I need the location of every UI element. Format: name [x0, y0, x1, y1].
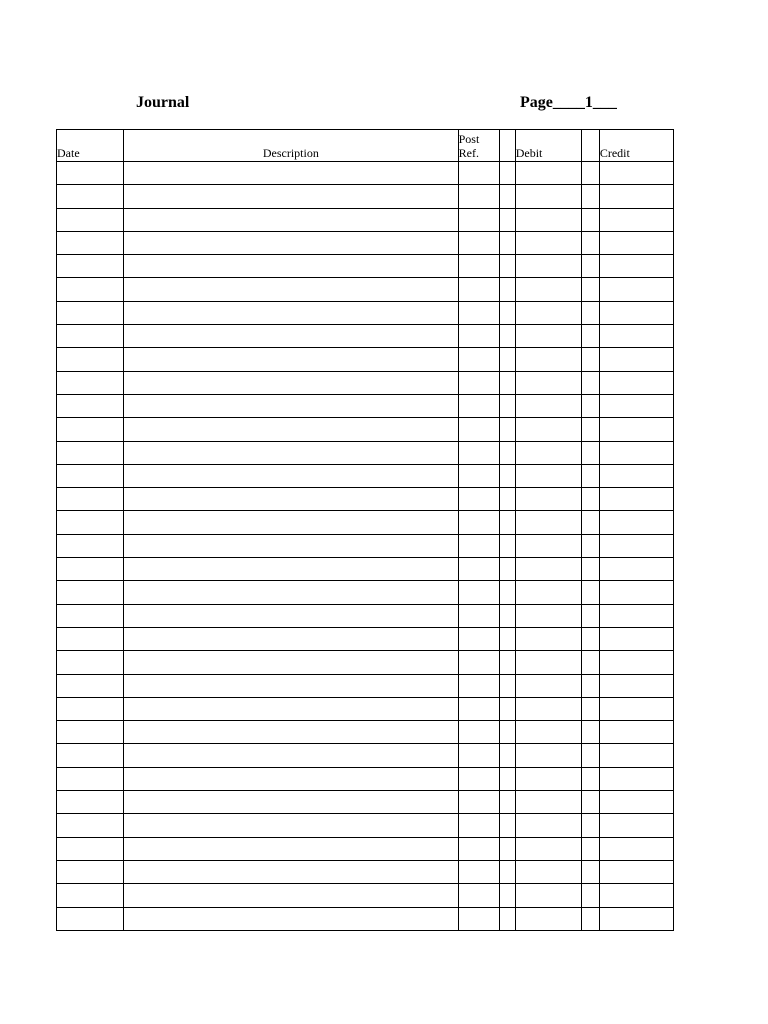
- post-ref-cell[interactable]: [458, 534, 499, 557]
- description-cell[interactable]: [124, 744, 459, 767]
- description-cell[interactable]: [124, 394, 459, 417]
- date-cell[interactable]: [57, 860, 124, 883]
- date-cell[interactable]: [57, 441, 124, 464]
- description-cell[interactable]: [124, 907, 459, 930]
- column-header-description: Description: [124, 130, 459, 162]
- check-cell-2[interactable]: [581, 721, 599, 744]
- post-ref-cell[interactable]: [458, 418, 499, 441]
- debit-cell[interactable]: [515, 581, 581, 604]
- debit-cell[interactable]: [515, 325, 581, 348]
- check-cell-1[interactable]: [499, 814, 515, 837]
- credit-cell[interactable]: [599, 464, 673, 487]
- description-cell[interactable]: [124, 604, 459, 627]
- table-row: [57, 791, 674, 814]
- credit-cell[interactable]: [599, 581, 673, 604]
- date-cell[interactable]: [57, 488, 124, 511]
- date-cell[interactable]: [57, 581, 124, 604]
- debit-cell[interactable]: [515, 278, 581, 301]
- journal-title: Journal: [136, 94, 190, 111]
- journal-rows: [57, 162, 674, 931]
- check-cell-1[interactable]: [499, 721, 515, 744]
- table-row: [57, 837, 674, 860]
- check-cell-2[interactable]: [581, 791, 599, 814]
- credit-cell[interactable]: [599, 185, 673, 208]
- check-cell-1[interactable]: [499, 208, 515, 231]
- description-cell[interactable]: [124, 418, 459, 441]
- debit-cell[interactable]: [515, 651, 581, 674]
- credit-cell[interactable]: [599, 814, 673, 837]
- post-ref-cell[interactable]: [458, 278, 499, 301]
- date-cell[interactable]: [57, 744, 124, 767]
- table-row: [57, 185, 674, 208]
- check-cell-2[interactable]: [581, 278, 599, 301]
- credit-cell[interactable]: [599, 697, 673, 720]
- check-cell-2[interactable]: [581, 255, 599, 278]
- post-ref-cell[interactable]: [458, 511, 499, 534]
- post-ref-cell[interactable]: [458, 814, 499, 837]
- check-cell-1[interactable]: [499, 581, 515, 604]
- post-ref-cell[interactable]: [458, 837, 499, 860]
- table-row: [57, 884, 674, 907]
- description-cell[interactable]: [124, 325, 459, 348]
- debit-cell[interactable]: [515, 255, 581, 278]
- post-ref-cell[interactable]: [458, 884, 499, 907]
- table-row: [57, 371, 674, 394]
- table-row: [57, 627, 674, 650]
- post-ref-cell[interactable]: [458, 744, 499, 767]
- date-cell[interactable]: [57, 651, 124, 674]
- debit-cell[interactable]: [515, 604, 581, 627]
- date-cell[interactable]: [57, 767, 124, 790]
- column-header-debit: Debit: [515, 130, 581, 162]
- post-ref-cell[interactable]: [458, 162, 499, 185]
- check-cell-1[interactable]: [499, 301, 515, 324]
- debit-cell[interactable]: [515, 791, 581, 814]
- description-cell[interactable]: [124, 301, 459, 324]
- debit-cell[interactable]: [515, 488, 581, 511]
- check-cell-1[interactable]: [499, 511, 515, 534]
- check-cell-2[interactable]: [581, 441, 599, 464]
- credit-cell[interactable]: [599, 325, 673, 348]
- post-ref-cell[interactable]: [458, 371, 499, 394]
- description-cell[interactable]: [124, 581, 459, 604]
- post-ref-cell[interactable]: [458, 208, 499, 231]
- table-row: [57, 907, 674, 930]
- credit-cell[interactable]: [599, 651, 673, 674]
- check-cell-2[interactable]: [581, 325, 599, 348]
- credit-cell[interactable]: [599, 441, 673, 464]
- credit-cell[interactable]: [599, 255, 673, 278]
- description-cell[interactable]: [124, 231, 459, 254]
- debit-cell[interactable]: [515, 231, 581, 254]
- post-ref-cell[interactable]: [458, 185, 499, 208]
- check-cell-1[interactable]: [499, 697, 515, 720]
- post-ref-cell[interactable]: [458, 581, 499, 604]
- post-ref-cell[interactable]: [458, 558, 499, 581]
- check-cell-2[interactable]: [581, 604, 599, 627]
- table-row: [57, 558, 674, 581]
- check-cell-1[interactable]: [499, 907, 515, 930]
- check-cell-1[interactable]: [499, 627, 515, 650]
- column-header-date: Date: [57, 130, 124, 162]
- check-cell-1[interactable]: [499, 255, 515, 278]
- debit-cell[interactable]: [515, 767, 581, 790]
- check-cell-2[interactable]: [581, 185, 599, 208]
- check-cell-2[interactable]: [581, 814, 599, 837]
- description-cell[interactable]: [124, 814, 459, 837]
- credit-cell[interactable]: [599, 604, 673, 627]
- check-cell-2[interactable]: [581, 511, 599, 534]
- description-cell[interactable]: [124, 767, 459, 790]
- description-cell[interactable]: [124, 185, 459, 208]
- date-cell[interactable]: [57, 185, 124, 208]
- description-cell[interactable]: [124, 884, 459, 907]
- date-cell[interactable]: [57, 394, 124, 417]
- check-cell-1[interactable]: [499, 394, 515, 417]
- credit-cell[interactable]: [599, 162, 673, 185]
- date-cell[interactable]: [57, 674, 124, 697]
- date-cell[interactable]: [57, 511, 124, 534]
- description-cell[interactable]: [124, 534, 459, 557]
- date-cell[interactable]: [57, 604, 124, 627]
- post-ref-cell[interactable]: [458, 325, 499, 348]
- check-cell-1[interactable]: [499, 231, 515, 254]
- date-cell[interactable]: [57, 558, 124, 581]
- debit-cell[interactable]: [515, 837, 581, 860]
- credit-cell[interactable]: [599, 534, 673, 557]
- check-cell-1[interactable]: [499, 534, 515, 557]
- check-cell-2[interactable]: [581, 627, 599, 650]
- date-cell[interactable]: [57, 721, 124, 744]
- credit-cell[interactable]: [599, 884, 673, 907]
- credit-cell[interactable]: [599, 837, 673, 860]
- check-cell-2[interactable]: [581, 697, 599, 720]
- credit-cell[interactable]: [599, 674, 673, 697]
- table-row: [57, 488, 674, 511]
- post-ref-cell[interactable]: [458, 860, 499, 883]
- table-row: [57, 604, 674, 627]
- credit-cell[interactable]: [599, 558, 673, 581]
- column-header-post-ref: [458, 130, 499, 162]
- debit-cell[interactable]: [515, 301, 581, 324]
- post-ref-cell[interactable]: [458, 907, 499, 930]
- date-cell[interactable]: [57, 301, 124, 324]
- debit-cell[interactable]: [515, 534, 581, 557]
- check-cell-2[interactable]: [581, 837, 599, 860]
- debit-cell[interactable]: [515, 884, 581, 907]
- credit-cell[interactable]: [599, 767, 673, 790]
- table-row: [57, 860, 674, 883]
- check-cell-2[interactable]: [581, 348, 599, 371]
- table-row: [57, 208, 674, 231]
- post-ref-cell[interactable]: [458, 231, 499, 254]
- description-cell[interactable]: [124, 697, 459, 720]
- credit-cell[interactable]: [599, 791, 673, 814]
- check-cell-1[interactable]: [499, 441, 515, 464]
- date-cell[interactable]: [57, 837, 124, 860]
- column-header-credit: Credit: [599, 130, 673, 162]
- credit-cell[interactable]: [599, 301, 673, 324]
- credit-cell[interactable]: [599, 511, 673, 534]
- table-row: [57, 721, 674, 744]
- post-ref-label-line2: Ref.: [458, 146, 479, 160]
- post-ref-cell[interactable]: [458, 255, 499, 278]
- check-cell-1[interactable]: [499, 558, 515, 581]
- debit-cell[interactable]: [515, 511, 581, 534]
- credit-cell[interactable]: [599, 371, 673, 394]
- check-cell-2[interactable]: [581, 907, 599, 930]
- journal-table: [56, 129, 674, 931]
- check-cell-2[interactable]: [581, 418, 599, 441]
- check-cell-1[interactable]: [499, 371, 515, 394]
- check-cell-2[interactable]: [581, 301, 599, 324]
- post-ref-cell[interactable]: [458, 721, 499, 744]
- debit-cell[interactable]: [515, 558, 581, 581]
- description-cell[interactable]: [124, 441, 459, 464]
- date-cell[interactable]: [57, 325, 124, 348]
- post-ref-cell[interactable]: [458, 674, 499, 697]
- date-cell[interactable]: [57, 907, 124, 930]
- check-cell-2[interactable]: [581, 767, 599, 790]
- check-cell-1[interactable]: [499, 278, 515, 301]
- column-header-check-2: [581, 130, 599, 162]
- table-row: [57, 697, 674, 720]
- post-ref-cell[interactable]: [458, 488, 499, 511]
- check-cell-1[interactable]: [499, 744, 515, 767]
- table-row: [57, 581, 674, 604]
- date-cell[interactable]: [57, 278, 124, 301]
- table-row: [57, 325, 674, 348]
- check-cell-1[interactable]: [499, 162, 515, 185]
- table-row: [57, 348, 674, 371]
- table-row: [57, 534, 674, 557]
- debit-cell[interactable]: [515, 627, 581, 650]
- description-cell[interactable]: [124, 651, 459, 674]
- table-header-row: [57, 130, 674, 162]
- description-cell[interactable]: [124, 837, 459, 860]
- post-ref-cell[interactable]: [458, 441, 499, 464]
- table-row: [57, 744, 674, 767]
- post-ref-cell[interactable]: [458, 604, 499, 627]
- description-cell[interactable]: [124, 860, 459, 883]
- check-cell-1[interactable]: [499, 837, 515, 860]
- table-row: [57, 674, 674, 697]
- date-cell[interactable]: [57, 208, 124, 231]
- description-cell[interactable]: [124, 255, 459, 278]
- description-cell[interactable]: [124, 464, 459, 487]
- debit-cell[interactable]: [515, 441, 581, 464]
- check-cell-2[interactable]: [581, 162, 599, 185]
- check-cell-1[interactable]: [499, 791, 515, 814]
- debit-cell[interactable]: [515, 697, 581, 720]
- check-cell-2[interactable]: [581, 860, 599, 883]
- check-cell-1[interactable]: [499, 418, 515, 441]
- debit-cell[interactable]: [515, 907, 581, 930]
- description-cell[interactable]: [124, 348, 459, 371]
- table-row: [57, 464, 674, 487]
- credit-cell[interactable]: [599, 418, 673, 441]
- date-cell[interactable]: [57, 231, 124, 254]
- credit-cell[interactable]: [599, 627, 673, 650]
- check-cell-1[interactable]: [499, 674, 515, 697]
- description-cell[interactable]: [124, 558, 459, 581]
- check-cell-2[interactable]: [581, 558, 599, 581]
- post-ref-cell[interactable]: [458, 348, 499, 371]
- debit-cell[interactable]: [515, 208, 581, 231]
- check-cell-2[interactable]: [581, 208, 599, 231]
- check-cell-1[interactable]: [499, 651, 515, 674]
- check-cell-1[interactable]: [499, 604, 515, 627]
- credit-cell[interactable]: [599, 721, 673, 744]
- debit-cell[interactable]: [515, 162, 581, 185]
- debit-cell[interactable]: [515, 464, 581, 487]
- check-cell-1[interactable]: [499, 884, 515, 907]
- check-cell-2[interactable]: [581, 394, 599, 417]
- description-cell[interactable]: [124, 162, 459, 185]
- date-cell[interactable]: [57, 814, 124, 837]
- check-cell-1[interactable]: [499, 348, 515, 371]
- credit-cell[interactable]: [599, 860, 673, 883]
- debit-cell[interactable]: [515, 674, 581, 697]
- date-cell[interactable]: [57, 418, 124, 441]
- description-cell[interactable]: [124, 627, 459, 650]
- check-cell-2[interactable]: [581, 464, 599, 487]
- check-cell-1[interactable]: [499, 767, 515, 790]
- table-row: [57, 418, 674, 441]
- table-row: [57, 231, 674, 254]
- table-row: [57, 255, 674, 278]
- credit-cell[interactable]: [599, 348, 673, 371]
- post-ref-cell[interactable]: [458, 767, 499, 790]
- table-row: [57, 651, 674, 674]
- post-ref-cell[interactable]: [458, 697, 499, 720]
- check-cell-2[interactable]: [581, 744, 599, 767]
- post-ref-cell[interactable]: [458, 791, 499, 814]
- date-cell[interactable]: [57, 348, 124, 371]
- table-row: [57, 511, 674, 534]
- check-cell-2[interactable]: [581, 581, 599, 604]
- page-number-label: Page____1___: [520, 94, 617, 111]
- credit-cell[interactable]: [599, 744, 673, 767]
- date-cell[interactable]: [57, 884, 124, 907]
- debit-cell[interactable]: [515, 348, 581, 371]
- date-cell[interactable]: [57, 697, 124, 720]
- post-ref-cell[interactable]: [458, 651, 499, 674]
- check-cell-1[interactable]: [499, 464, 515, 487]
- description-cell[interactable]: [124, 278, 459, 301]
- check-cell-1[interactable]: [499, 185, 515, 208]
- post-ref-cell[interactable]: [458, 464, 499, 487]
- check-cell-2[interactable]: [581, 884, 599, 907]
- check-cell-2[interactable]: [581, 488, 599, 511]
- table-row: [57, 814, 674, 837]
- credit-cell[interactable]: [599, 208, 673, 231]
- date-cell[interactable]: [57, 534, 124, 557]
- table-row: [57, 394, 674, 417]
- table-row: [57, 767, 674, 790]
- debit-cell[interactable]: [515, 860, 581, 883]
- debit-cell[interactable]: [515, 721, 581, 744]
- debit-cell[interactable]: [515, 371, 581, 394]
- credit-cell[interactable]: [599, 488, 673, 511]
- table-row: [57, 441, 674, 464]
- credit-cell[interactable]: [599, 231, 673, 254]
- date-cell[interactable]: [57, 255, 124, 278]
- check-cell-2[interactable]: [581, 534, 599, 557]
- credit-cell[interactable]: [599, 394, 673, 417]
- description-cell[interactable]: [124, 791, 459, 814]
- post-ref-cell[interactable]: [458, 627, 499, 650]
- check-cell-2[interactable]: [581, 651, 599, 674]
- description-cell[interactable]: [124, 721, 459, 744]
- description-cell[interactable]: [124, 674, 459, 697]
- check-cell-1[interactable]: [499, 325, 515, 348]
- debit-cell[interactable]: [515, 394, 581, 417]
- table-row: [57, 162, 674, 185]
- table-row: [57, 278, 674, 301]
- description-cell[interactable]: [124, 511, 459, 534]
- debit-cell[interactable]: [515, 185, 581, 208]
- date-cell[interactable]: [57, 627, 124, 650]
- table-row: [57, 301, 674, 324]
- check-cell-2[interactable]: [581, 371, 599, 394]
- description-cell[interactable]: [124, 371, 459, 394]
- credit-cell[interactable]: [599, 907, 673, 930]
- debit-cell[interactable]: [515, 744, 581, 767]
- post-ref-label-line1: Post: [458, 132, 480, 146]
- post-ref-cell[interactable]: [458, 301, 499, 324]
- date-cell[interactable]: [57, 371, 124, 394]
- date-cell[interactable]: [57, 162, 124, 185]
- check-cell-2[interactable]: [581, 674, 599, 697]
- check-cell-1[interactable]: [499, 488, 515, 511]
- check-cell-2[interactable]: [581, 231, 599, 254]
- debit-cell[interactable]: [515, 418, 581, 441]
- description-cell[interactable]: [124, 208, 459, 231]
- check-cell-1[interactable]: [499, 860, 515, 883]
- date-cell[interactable]: [57, 791, 124, 814]
- description-cell[interactable]: [124, 488, 459, 511]
- date-cell[interactable]: [57, 464, 124, 487]
- credit-cell[interactable]: [599, 278, 673, 301]
- column-header-check-1: [499, 130, 515, 162]
- debit-cell[interactable]: [515, 814, 581, 837]
- post-ref-cell[interactable]: [458, 394, 499, 417]
